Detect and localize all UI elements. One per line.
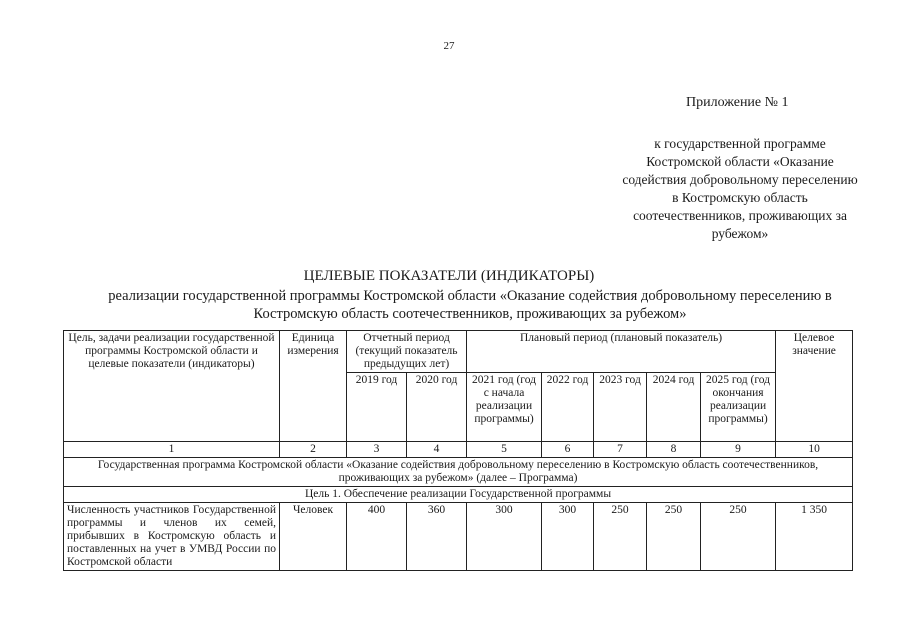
column-number: 10 bbox=[776, 442, 853, 458]
value-2022-cell: 300 bbox=[542, 503, 594, 571]
header-year-2020: 2020 год bbox=[407, 373, 467, 442]
appendix-title: Приложение № 1 bbox=[686, 95, 789, 110]
header-year-2025: 2025 год (год окончания реализации программы) bbox=[701, 373, 776, 442]
program-name-cell: Государственная программа Костромской области «Оказание содействия добровольному переселению в Костромскую область соотечественников, проживающих за рубежом» (далее – Программа) bbox=[64, 458, 853, 487]
header-row-1 bbox=[64, 331, 853, 373]
header-year-2022: 2022 год bbox=[542, 373, 594, 442]
header-goal: Цель, задачи реализации государственной программы Костромской области и целевые показатели (индикаторы) bbox=[64, 331, 280, 442]
indicators-table bbox=[63, 330, 853, 571]
header-year-2023: 2023 год bbox=[594, 373, 647, 442]
header-reporting-period: Отчетный период (текущий показатель предыдущих лет) bbox=[347, 331, 467, 373]
appendix-subtitle: к государственной программе Костромской области «Оказание содействия добровольному переселению в Костромскую область соотечественников, проживающих за рубежом» bbox=[622, 136, 858, 241]
value-2020-cell: 360 bbox=[407, 503, 467, 571]
document-title: ЦЕЛЕВЫЕ ПОКАЗАТЕЛИ (ИНДИКАТОРЫ) bbox=[303, 268, 595, 284]
indicator-name-cell: Численность участников Государственной программы и членов их семей, прибывших в Костромскую область и поставленных на учет в УМВД России по Костромской области bbox=[64, 503, 280, 571]
header-year-2024: 2024 год bbox=[647, 373, 701, 442]
value-2024-cell: 250 bbox=[647, 503, 701, 571]
table-row bbox=[64, 503, 853, 571]
column-number: 2 bbox=[280, 442, 347, 458]
unit-cell: Человек bbox=[280, 503, 347, 571]
target-value-cell: 1 350 bbox=[776, 503, 853, 571]
column-number: 1 bbox=[64, 442, 280, 458]
column-number: 4 bbox=[407, 442, 467, 458]
program-row bbox=[64, 458, 853, 487]
column-number: 7 bbox=[594, 442, 647, 458]
value-2021-cell: 300 bbox=[467, 503, 542, 571]
document-subtitle: реализации государственной программы Костромской области «Оказание содействия добровольному переселению в Костромскую область соотечественников, проживающих за рубежом» bbox=[108, 288, 832, 322]
page-number: 27 bbox=[443, 40, 455, 52]
header-year-2021: 2021 год (год с начала реализации программы) bbox=[467, 373, 542, 442]
header-unit: Единица измерения bbox=[280, 331, 347, 442]
column-number: 5 bbox=[467, 442, 542, 458]
value-2019-cell: 400 bbox=[347, 503, 407, 571]
value-2025-cell: 250 bbox=[701, 503, 776, 571]
column-numbers-row bbox=[64, 442, 853, 458]
goal-cell: Цель 1. Обеспечение реализации Государственной программы bbox=[64, 487, 853, 503]
goal-row bbox=[64, 487, 853, 503]
header-year-2019: 2019 год bbox=[347, 373, 407, 442]
value-2023-cell: 250 bbox=[594, 503, 647, 571]
header-planned-period: Плановый период (плановый показатель) bbox=[467, 331, 776, 373]
header-target-value: Целевое значение bbox=[776, 331, 853, 442]
column-number: 8 bbox=[647, 442, 701, 458]
column-number: 3 bbox=[347, 442, 407, 458]
column-number: 9 bbox=[701, 442, 776, 458]
column-number: 6 bbox=[542, 442, 594, 458]
